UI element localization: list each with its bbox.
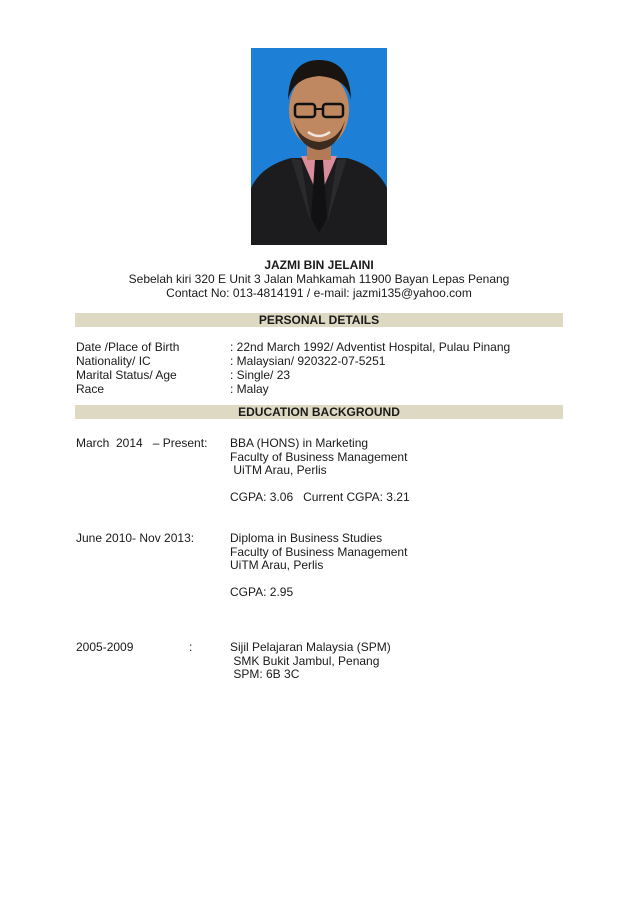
race-label: Race — [76, 382, 105, 396]
address: Sebelah kiri 320 E Unit 3 Jalan Mahkamah 11900 Bayan Lepas Penang — [128, 272, 510, 286]
education-faculty: Faculty of Business Management — [230, 450, 408, 464]
birth-value: : 22nd March 1992/ Adventist Hospital, Pulau Pinang — [230, 340, 511, 354]
education-period: 2005-2009 — [76, 640, 134, 654]
education-institution: UiTM Arau, Perlis — [230, 463, 327, 477]
education-institution: UiTM Arau, Perlis — [230, 558, 324, 572]
race-value: : Malay — [230, 382, 269, 396]
education-qualification: BBA (HONS) in Marketing — [230, 436, 369, 450]
education-grade: CGPA: 2.95 — [230, 585, 294, 599]
education-heading: EDUCATION BACKGROUND — [75, 405, 563, 419]
contact-info: Contact No: 013-4814191 / e-mail: jazmi135@yahoo.com — [166, 286, 472, 300]
birth-label: Date /Place of Birth — [76, 340, 180, 354]
education-period: June 2010- Nov 2013: — [76, 531, 195, 545]
education-period-colon: : — [189, 640, 193, 654]
education-grade: CGPA: 3.06 Current CGPA: 3.21 — [230, 490, 410, 504]
nationality-value: : Malaysian/ 920322-07-5251 — [230, 354, 386, 368]
education-qualification: Diploma in Business Studies — [230, 531, 383, 545]
marital-value: : Single/ 23 — [230, 368, 291, 382]
profile-photo — [251, 48, 387, 245]
candidate-name: JAZMI BIN JELAINI — [264, 258, 374, 272]
education-period: March 2014 – Present: — [76, 436, 208, 450]
nationality-label: Nationality/ IC — [76, 354, 151, 368]
education-qualification: Sijil Pelajaran Malaysia (SPM) — [230, 640, 391, 654]
education-result: SPM: 6B 3C — [230, 667, 300, 681]
personal-details-heading: PERSONAL DETAILS — [75, 313, 563, 327]
education-faculty: Faculty of Business Management — [230, 545, 408, 559]
education-institution: SMK Bukit Jambul, Penang — [230, 654, 380, 668]
marital-label: Marital Status/ Age — [76, 368, 177, 382]
